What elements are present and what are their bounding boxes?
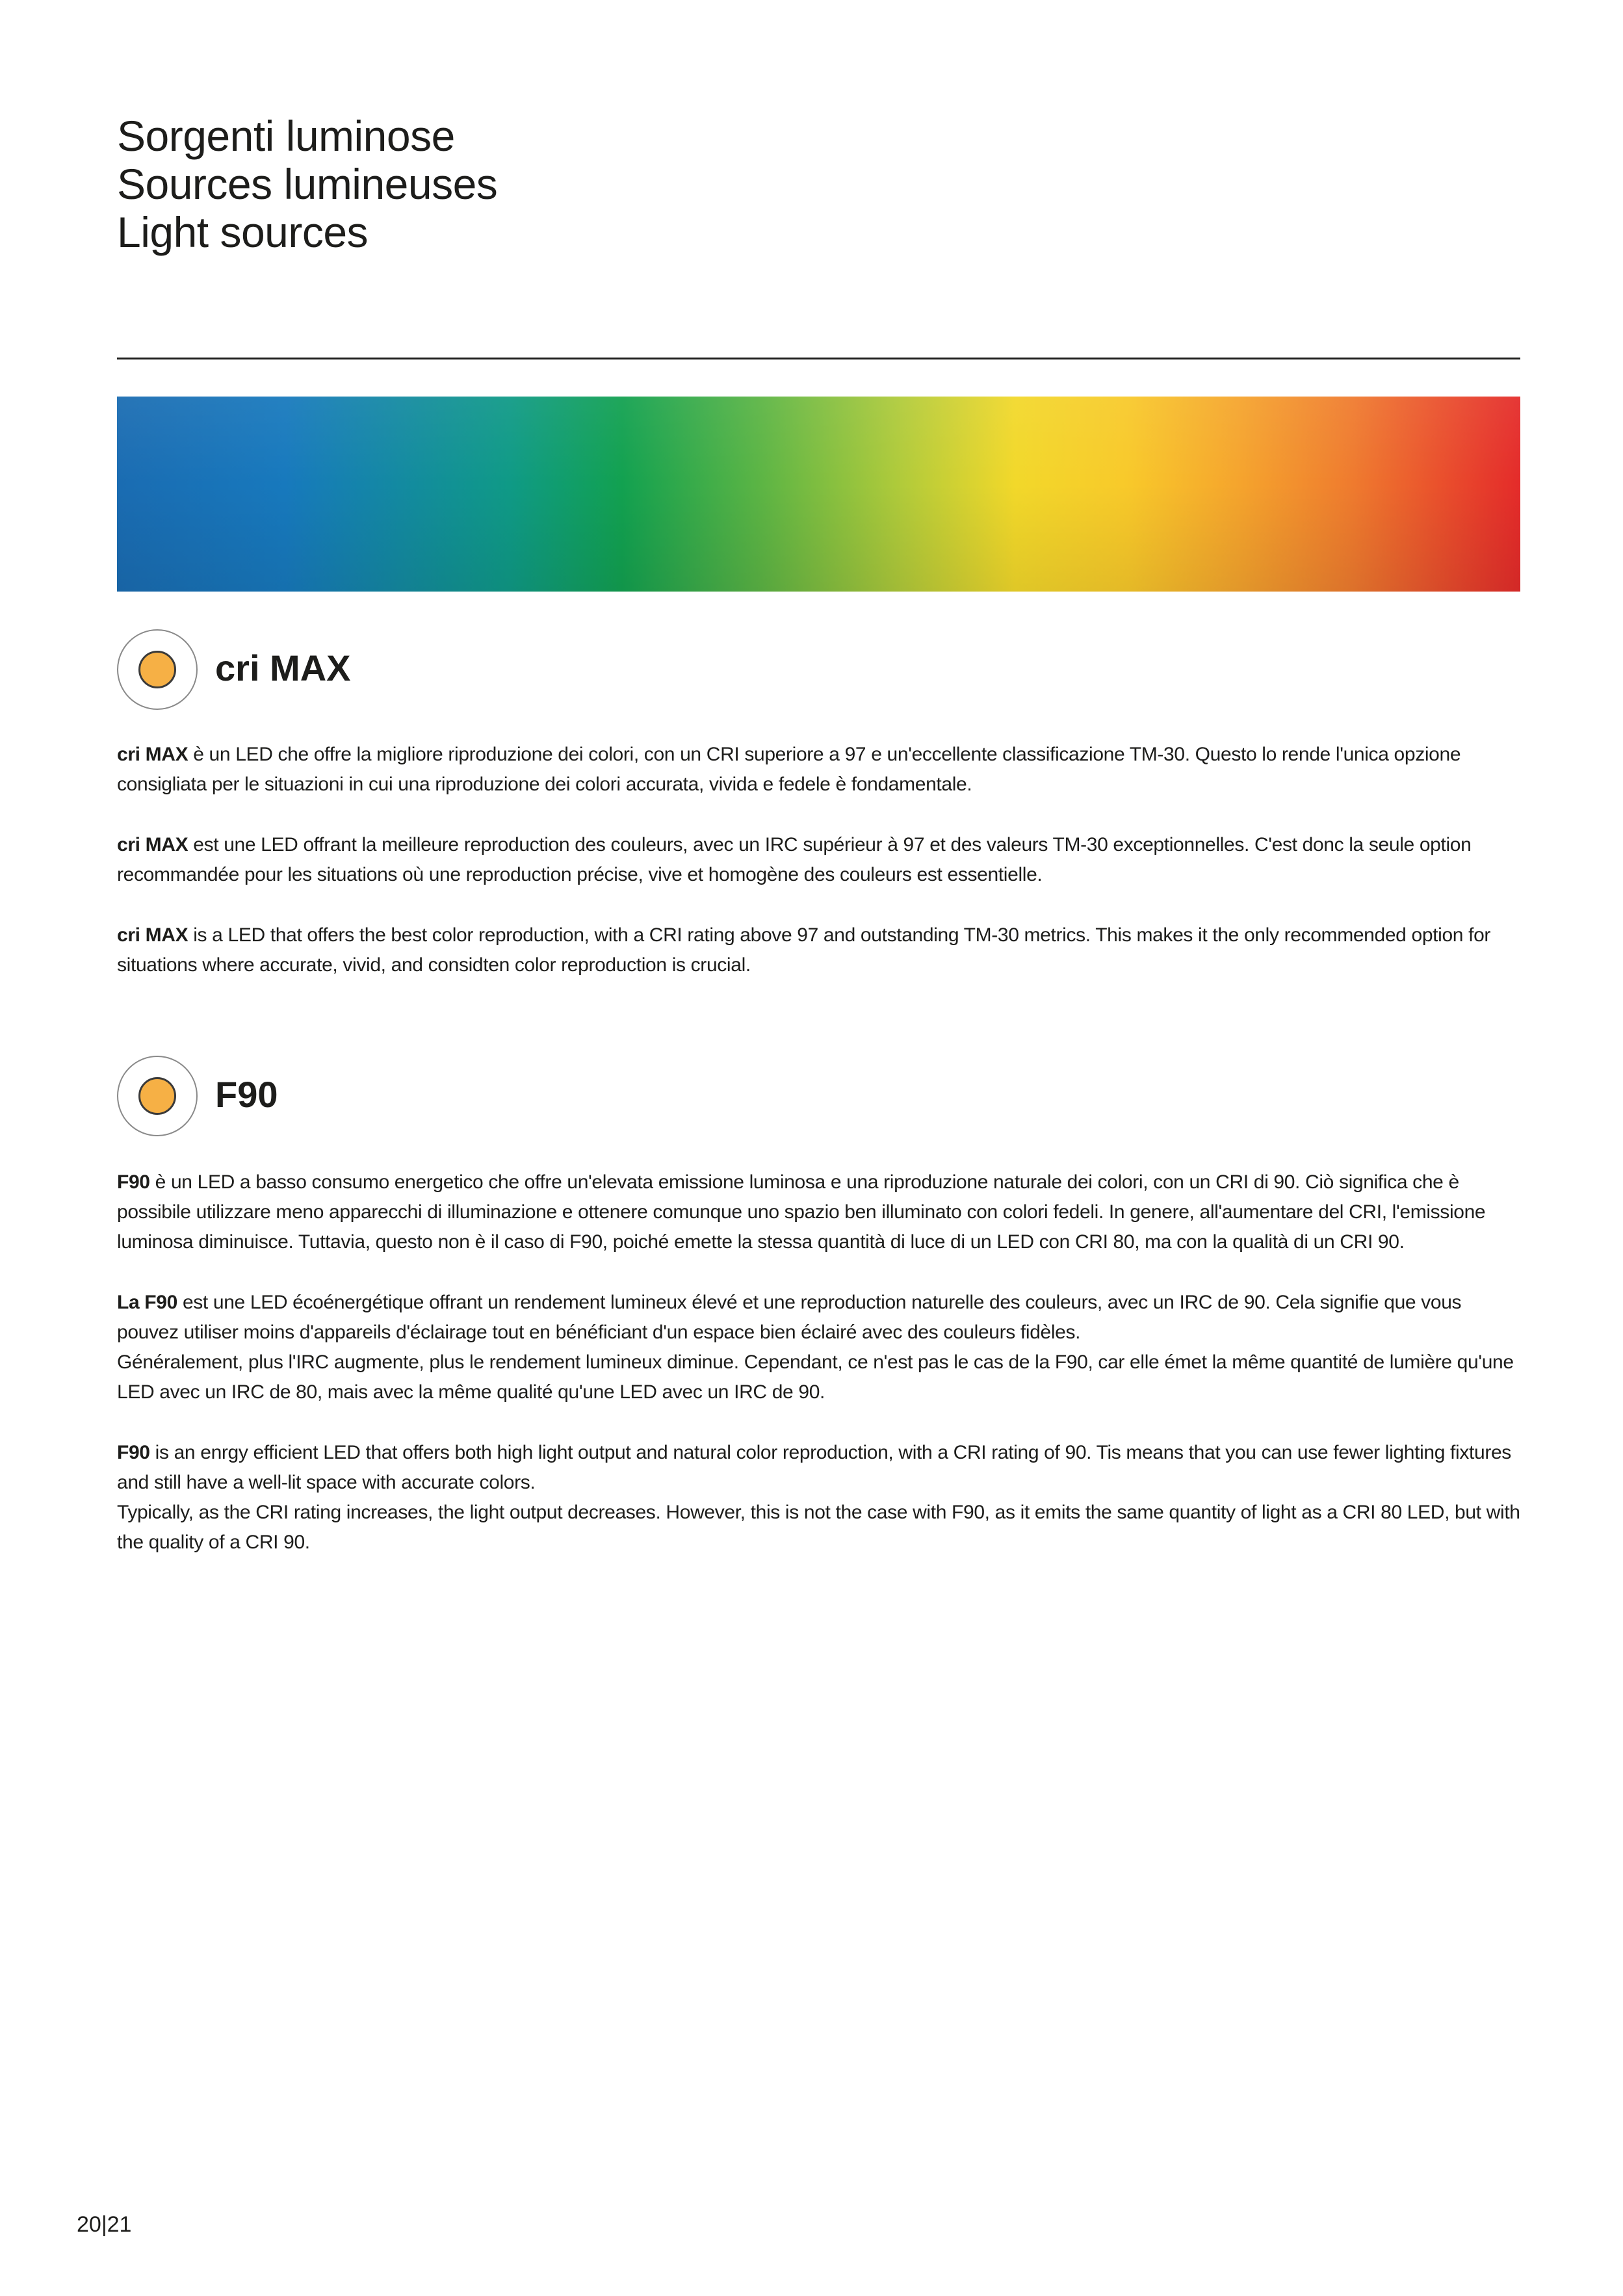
led-circle-icon: [117, 629, 198, 710]
section-f90: [117, 1056, 1520, 1553]
paragraph-text: est une LED offrant la meilleure reproduction des couleurs, avec un IRC supérieur à 97 et des valeurs TM-30 exceptionnelles. C'est donc la seule option recommandée pour les situations où une reproduction précise, vive et homogène des couleurs est essentielle.: [117, 834, 1472, 885]
led-dot: [138, 1077, 176, 1115]
paragraph-lead: cri MAX: [117, 834, 188, 855]
paragraph-text: è un LED a basso consumo energetico che offre un'elevata emissione luminosa e una riproduzione naturale dei colori, con un CRI di 90. Ciò significa che è possibile utilizzare meno apparecchi di illuminazione e ottenere comunque uno spazio ben illuminato con colori fedeli. In genere, all'aumentare del CRI, l'emissione luminosa diminuisce. Tuttavia, questo non è il caso di F90, poiché emette la stessa quantità di luce di un LED con CRI 80, ma con la qualità di un CRI 90.: [117, 1171, 1486, 1253]
spectrum-shading: [117, 397, 1520, 592]
paragraph-english: [117, 1438, 1520, 1558]
paragraph-lead: cri MAX: [117, 744, 188, 765]
paragraph-text: is a LED that offers the best color reproduction, with a CRI rating above 97 and outstanding TM-30 metrics. This makes it the only recommended option for situations where accurate, vivid, and considten color reproduction is crucial.: [117, 924, 1491, 976]
paragraph-french: [117, 1288, 1520, 1407]
paragraph-italian: [117, 740, 1520, 800]
page-title: [117, 112, 497, 256]
section-title: cri MAX: [215, 647, 351, 688]
title-english: Light sources: [117, 208, 369, 256]
paragraph-lead: F90: [117, 1442, 150, 1463]
color-spectrum-banner: [117, 397, 1520, 592]
section-header: [117, 629, 1520, 714]
paragraph-text: est une LED écoénergétique offrant un rendement lumineux élevé et une reproduction naturelle des couleurs, avec un IRC de 90. Cela signifie que vous pouvez utiliser moins d'appareils d'éclairage tout en bénéficiant d'un espace bien éclairé avec des couleurs fidèles.: [117, 1292, 1462, 1343]
paragraph-text-continued: Typically, as the CRI rating increases, the light output decreases. However, this is not the case with F90, as it emits the same quantity of light as a CRI 80 LED, but with the quality of a CRI 90.: [117, 1502, 1520, 1553]
paragraph-lead: F90: [117, 1171, 150, 1193]
paragraph-text-continued: Généralement, plus l'IRC augmente, plus le rendement lumineux diminue. Cependant, ce n'est pas le cas de la F90, car elle émet la même quantité de lumière qu'une LED avec un IRC de 80, mais avec la même qualité qu'une LED avec un IRC de 90.: [117, 1351, 1514, 1403]
paragraph-english: [117, 920, 1520, 980]
section-body: [117, 740, 1520, 1011]
paragraph-french: [117, 830, 1520, 890]
led-dot: [138, 651, 176, 688]
section-body: [117, 1168, 1520, 1588]
section-cri-max: [117, 629, 1520, 976]
page-number: 20|21: [77, 2212, 132, 2237]
title-divider: [117, 358, 1520, 359]
paragraph-text: is an enrgy efficient LED that offers both high light output and natural color reproduction, with a CRI rating of 90. Tis means that you can use fewer lighting fixtures and still have a well-lit space with accurate colors.: [117, 1442, 1511, 1493]
section-title: F90: [215, 1074, 278, 1115]
led-circle-icon: [117, 1056, 198, 1136]
paragraph-lead: cri MAX: [117, 924, 188, 946]
section-header: [117, 1056, 1520, 1140]
paragraph-lead: La F90: [117, 1292, 177, 1313]
paragraph-italian: [117, 1168, 1520, 1257]
title-italian: Sorgenti luminose: [117, 112, 455, 160]
title-french: Sources lumineuses: [117, 160, 498, 208]
paragraph-text: è un LED che offre la migliore riproduzione dei colori, con un CRI superiore a 97 e un'eccellente classificazione TM-30. Questo lo rende l'unica opzione consigliata per le situazioni in cui una riproduzione dei colori accurata, vivida e fedele è fondamentale.: [117, 744, 1461, 795]
